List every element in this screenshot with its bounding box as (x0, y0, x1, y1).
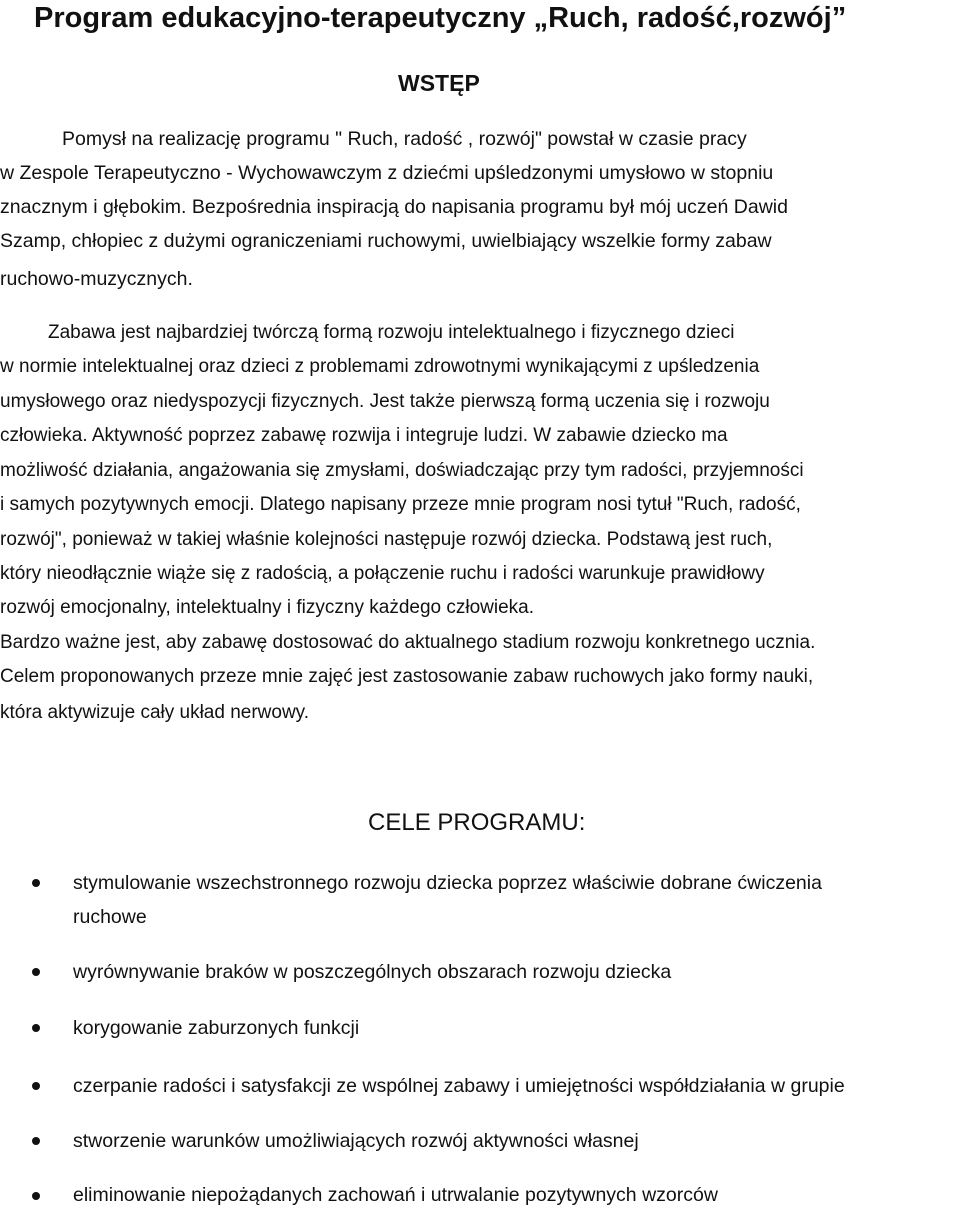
intro-heading: WSTĘP (398, 70, 480, 96)
body-line: Bardzo ważne jest, aby zabawę dostosować do aktualnego stadium rozwoju konkretnego ucznia. (0, 632, 816, 653)
intro-line: znacznym i głębokim. Bezpośrednia inspiracją do napisania programu był mój uczeń Dawid (0, 196, 788, 218)
bullet-icon (32, 1137, 40, 1145)
body-line: Zabawa jest najbardziej twórczą formą rozwoju intelektualnego i fizycznego dzieci (48, 322, 735, 343)
intro-line: w Zespole Terapeutyczno - Wychowawczym z dziećmi upśledzonymi umysłowo w stopniu (0, 162, 774, 184)
goals-heading: CELE PROGRAMU: (368, 809, 586, 836)
bullet-icon (32, 879, 40, 887)
goal-text: czerpanie radości i satysfakcji ze wspólnej zabawy i umiejętności współdziałania w grupie (73, 1075, 845, 1097)
goal-text: stworzenie warunków umożliwiających rozwój aktywności własnej (73, 1130, 639, 1152)
body-line: rozwój emocjonalny, intelektualny i fizyczny każdego człowieka. (0, 597, 535, 618)
goal-text: eliminowanie niepożądanych zachowań i utrwalanie pozytywnych wzorców (73, 1184, 718, 1206)
bullet-icon (32, 968, 40, 976)
document-title: Program edukacyjno-terapeutyczny „Ruch, radość,rozwój” (34, 2, 847, 34)
body-line: który nieodłącznie wiąże się z radością, a połączenie ruchu i radości warunkuje prawidłowy (0, 563, 765, 584)
goal-text: wyrównywanie braków w poszczególnych obszarach rozwoju dziecka (73, 961, 672, 983)
goal-text: korygowanie zaburzonych funkcji (73, 1017, 360, 1039)
body-line: człowieka. Aktywność poprzez zabawę rozwija i integruje ludzi. W zabawie dziecko ma (0, 425, 728, 446)
intro-line: ruchowo-muzycznych. (0, 268, 193, 290)
bullet-icon (32, 1024, 40, 1032)
body-line: która aktywizuje cały układ nerwowy. (0, 702, 310, 723)
body-line: umysłowego oraz niedyspozycji fizycznych. Jest także pierwszą formą uczenia się i rozwoju (0, 391, 770, 412)
body-line: i samych pozytywnych emocji. Dlatego napisany przeze mnie program nosi tytuł "Ruch, radość, (0, 494, 801, 515)
body-line: w normie intelektualnej oraz dzieci z problemami zdrowotnymi wynikającymi z upśledzenia (0, 356, 760, 377)
intro-line: Pomysł na realizację programu " Ruch, radość , rozwój" powstał w czasie pracy (62, 128, 747, 150)
bullet-icon (32, 1192, 40, 1200)
bullet-icon (32, 1082, 40, 1090)
body-line: rozwój", ponieważ w takiej właśnie kolejności następuje rozwój dziecka. Podstawą jest ruch, (0, 529, 773, 550)
intro-line: Szamp, chłopiec z dużymi ograniczeniami ruchowymi, uwielbiający wszelkie formy zabaw (0, 230, 772, 252)
goal-text: ruchowe (73, 906, 147, 928)
goal-text: stymulowanie wszechstronnego rozwoju dziecka poprzez właściwie dobrane ćwiczenia (73, 872, 822, 894)
body-line: Celem proponowanych przeze mnie zajęć jest zastosowanie zabaw ruchowych jako formy nauki, (0, 666, 814, 687)
body-line: możliwość działania, angażowania się zmysłami, doświadczając przy tym radości, przyjemności (0, 460, 804, 481)
